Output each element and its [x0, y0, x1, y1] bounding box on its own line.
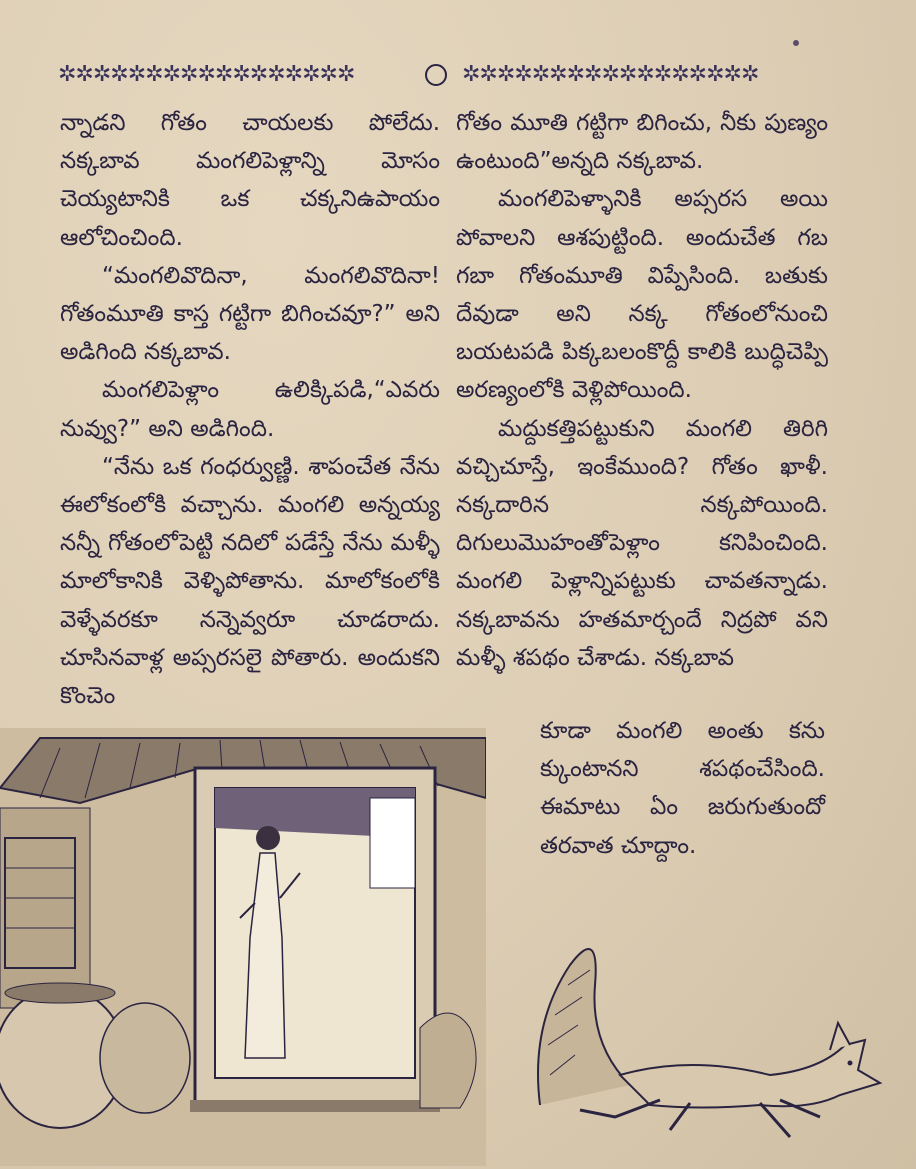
paragraph: న్నాడని గోతం చాయలకు పోలేదు. నక్కబావ మంగలిపెళ్లాన్ని మోసం చెయ్యటానికి ఒక చక్కనిఉపాయం ఆలోచించింది.: [60, 110, 440, 251]
paragraph: మంగలిపెళ్లాం ఉలిక్కిపడి,“ఎవరు నువ్వు?” అని అడిగింది.: [60, 377, 440, 442]
story-column-right: [456, 104, 828, 677]
paragraph: కూడా మంగలి అంతు కను క్కుంటానని శపథంచేసింది. ఈమాటు ఏం జరుగుతుందో తరవాత చూద్దాం.: [540, 718, 825, 859]
border-center-circle: [425, 64, 447, 86]
paragraph: “మంగలివొదినా, మంగలివొదినా! గోతంమూతి కాస్త గట్టిగా బిగించవూ?” అని అడిగింది నక్కబావ.: [60, 262, 440, 366]
running-fox-illustration: [520, 905, 890, 1145]
page-speck: [793, 40, 799, 46]
decorative-border-right: ✲✲✲✲✲✲✲✲✲✲✲✲✲✲✲✲✲: [462, 62, 759, 87]
woman-in-doorway-illustration: [0, 728, 486, 1166]
story-column-right-continued: [540, 712, 825, 865]
paragraph: గోతం మూతి గట్టిగా బిగించు, నీకు పుణ్యం ఉంటుంది”అన్నది నక్కబావ.: [456, 110, 828, 175]
paragraph: మంగలిపెళ్ళానికి అప్సరస అయి పోవాలని ఆశపుట్టింది. అందుచేత గబ గబా గోతంమూతి విప్పేసింది. బతుకు దేవుడా అని నక్క గోతంలోనుంచి బయటపడి పిక్కబలంకొద్దీ కాలికి బుద్ధిచెప్పి అరణ్యంలోకి వెళ్లిపోయింది.: [456, 186, 828, 404]
decorative-border-left: ✲✲✲✲✲✲✲✲✲✲✲✲✲✲✲✲✲: [58, 62, 355, 87]
story-column-left: [60, 104, 440, 715]
paragraph: “నేను ఒక గంధర్వుణ్ణి. శాపంచేత నేను ఈలోకంలోకి వచ్చాను. మంగలి అన్నయ్య నన్నీ గోతంలోపెట్టి నదిలో పడేస్తే నేను మళ్ళీ మాలోకానికి వెళ్ళిపోతాను. మాలోకంలోకి వెళ్ళేవరకూ నన్నెవ్వరూ చూడరాదు. చూసినవాళ్ల అప్సరసలై పోతారు. అందుకని కొంచెం: [60, 453, 440, 710]
paragraph: మద్దుకత్తిపట్టుకుని మంగలి తిరిగి వచ్చిచూస్తే, ఇంకేముంది? గోతం ఖాళీ. నక్కదారిన నక్కపోయింది. దిగులుమొహంతోపెళ్లాం కనిపించింది. మంగలి పెళ్లాన్నిపట్టుకు చావతన్నాడు. నక్కబావను హతమార్చందే నిద్రపో వని మళ్ళీ శపథం చేశాడు. నక్కబావ: [456, 415, 828, 671]
